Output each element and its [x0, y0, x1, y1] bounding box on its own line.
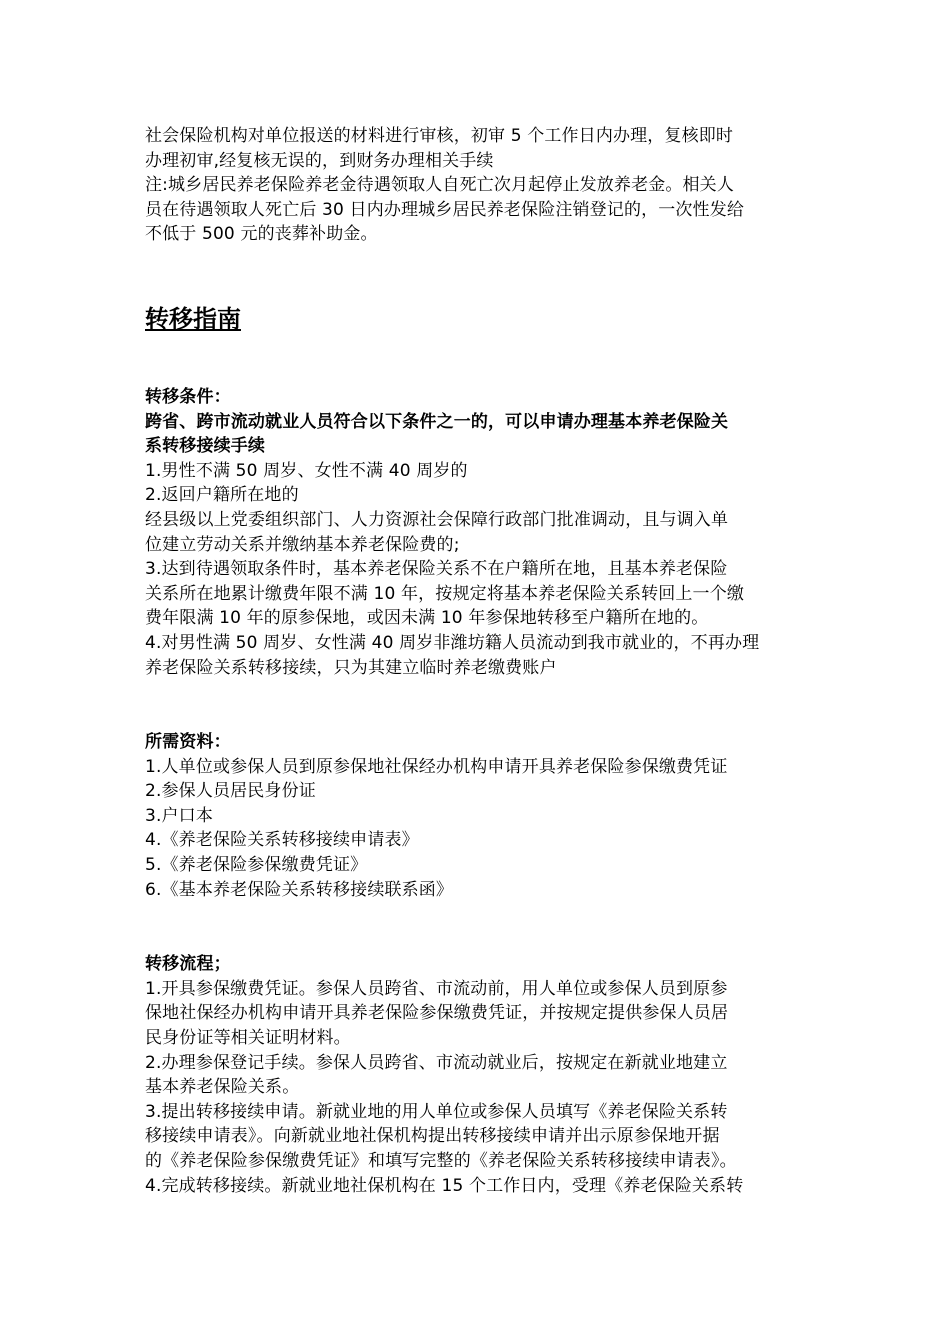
- conditions-line: 3.达到待遇领取条件时，基本养老保险关系不在户籍所在地，且基本养老保险: [145, 559, 728, 580]
- process-line: 基本养老保险关系。: [145, 1077, 300, 1098]
- section-heading: 转移条件：: [145, 386, 231, 407]
- materials-item: 6.《基本养老保险关系转移接续联系函》: [145, 879, 454, 900]
- process-line: 2.办理参保登记手续。参保人员跨省、市流动就业后，按规定在新就业地建立: [145, 1052, 728, 1073]
- intro-line: 办理初审,经复核无误的，到财务办理相关手续: [145, 150, 494, 171]
- process-line: 的《养老保险参保缴费凭证》和填写完整的《养老保险关系转移接续申请表》。: [145, 1151, 737, 1171]
- process-line: 1.开具参保缴费凭证。参保人员跨省、市流动前，用人单位或参保人员到原参: [145, 978, 728, 999]
- process-section: [145, 952, 813, 1198]
- process-line: 4.完成转移接续。新就业地社保机构在 15 个工作日内，受理《养老保险关系转: [145, 1175, 744, 1196]
- section-heading: 所需资料：: [145, 732, 231, 753]
- intro-line: 不低于 500 元的丧葬补助金。: [145, 224, 378, 245]
- conditions-line: 费年限满 10 年的原参保地，或因未满 10 年参保地转移至户籍所在地的。: [145, 608, 709, 629]
- conditions-section: [145, 385, 813, 680]
- intro-line: 社会保险机构对单位报送的材料进行审核，初审 5 个工作日内办理，复核即时: [145, 126, 734, 146]
- conditions-line: 关系所在地累计缴费年限不满 10 年，按规定将基本养老保险关系转回上一个缴: [145, 583, 744, 604]
- materials-section: [145, 730, 813, 902]
- materials-item: 3.户口本: [145, 805, 213, 826]
- process-line: 3.提出转移接续申请。新就业地的用人单位或参保人员填写《养老保险关系转: [145, 1101, 728, 1122]
- conditions-line: 4.对男性满 50 周岁、女性满 40 周岁非潍坊籍人员流动到我市就业的，不再办理: [145, 632, 760, 653]
- conditions-line: 养老保险关系转移接续，只为其建立临时养老缴费账户: [145, 657, 557, 678]
- section-heading: 转移流程；: [145, 954, 231, 975]
- materials-item: 5.《养老保险参保缴费凭证》: [145, 855, 368, 876]
- conditions-line: 位建立劳动关系并缴纳基本养老保险费的;: [145, 534, 460, 555]
- process-line: 保地社保经办机构申请开具养老保险参保缴费凭证，并按规定提供参保人员居: [145, 1003, 729, 1024]
- materials-item: 1.人单位或参保人员到原参保地社保经办机构申请开具养老保险参保缴费凭证: [145, 756, 728, 777]
- page-title: 转移指南: [145, 304, 241, 333]
- intro-line: 员在待遇领取人死亡后 30 日内办理城乡居民养老保险注销登记的，一次性发给: [145, 199, 744, 220]
- conditions-line: 2.返回户籍所在地的: [145, 485, 299, 506]
- intro-paragraph: [145, 124, 813, 247]
- materials-item: 4.《养老保险关系转移接续申请表》: [145, 830, 419, 851]
- conditions-lead-line: 跨省、跨市流动就业人员符合以下条件之一的，可以申请办理基本养老保险关: [145, 411, 729, 432]
- intro-line: 注:城乡居民养老保险养老金待遇领取人自死亡次月起停止发放养老金。相关人: [145, 175, 734, 196]
- document-page: [145, 124, 813, 1198]
- conditions-line: 1.男性不满 50 周岁、女性不满 40 周岁的: [145, 460, 468, 481]
- materials-item: 2.参保人员居民身份证: [145, 781, 316, 802]
- process-line: 民身份证等相关证明材料。: [145, 1028, 351, 1049]
- conditions-line: 经县级以上党委组织部门、人力资源社会保障行政部门批准调动，且与调入单: [145, 509, 729, 530]
- process-line: 移接续申请表》。向新就业地社保机构提出转移接续申请并出示原参保地开据: [145, 1126, 720, 1147]
- conditions-lead-line: 系转移接续手续: [145, 436, 266, 457]
